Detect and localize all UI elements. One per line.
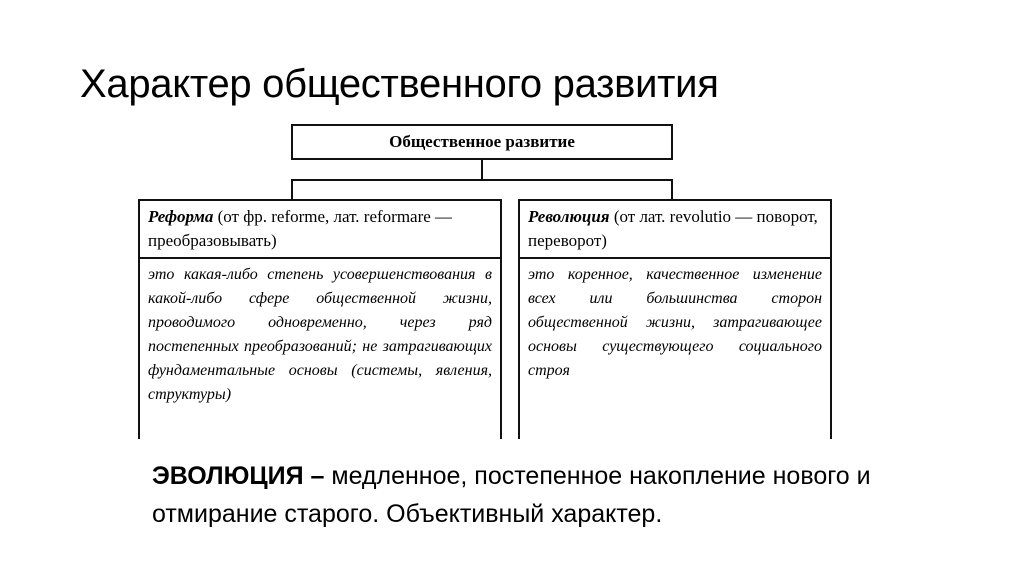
- reform-box: [138, 199, 502, 439]
- revolution-definition: это коренное, качественное изменение всех или большинства сторон общественной жизни, затрагивающее основы существующего социального строя: [528, 266, 822, 379]
- diagram-root-label: Общественное развитие: [389, 132, 575, 151]
- evolution-text: медленное, постепенное накопление нового и отмирание старого. Объективный характер.: [152, 462, 871, 528]
- revolution-term: Революция: [528, 207, 610, 226]
- diagram-root-box: [291, 124, 673, 160]
- revolution-etymology: (от лат. revolutio — поворот, переворот): [528, 207, 818, 250]
- revolution-box: [518, 199, 832, 439]
- connector-vertical-root: [481, 160, 483, 180]
- connector-horizontal: [291, 179, 673, 181]
- reform-header: [140, 201, 500, 259]
- evolution-definition: [152, 457, 942, 533]
- reform-etymology: (от фр. reforme, лат. reformare — преобразовывать): [148, 207, 453, 250]
- connector-right-drop: [671, 179, 673, 200]
- slide-title: Характер общественного развития: [80, 62, 719, 106]
- evolution-term: ЭВОЛЮЦИЯ –: [152, 462, 325, 490]
- connector-left-drop: [291, 179, 293, 200]
- reform-term: Реформа: [148, 207, 214, 226]
- revolution-header: [520, 201, 830, 259]
- reform-definition: это какая-либо степень усовершенствования в какой-либо сфере общественной жизни, проводимого одновременно, через ряд постепенных преобразований; не затрагивающих фундаментальные основы (системы, явления, структуры): [148, 266, 492, 403]
